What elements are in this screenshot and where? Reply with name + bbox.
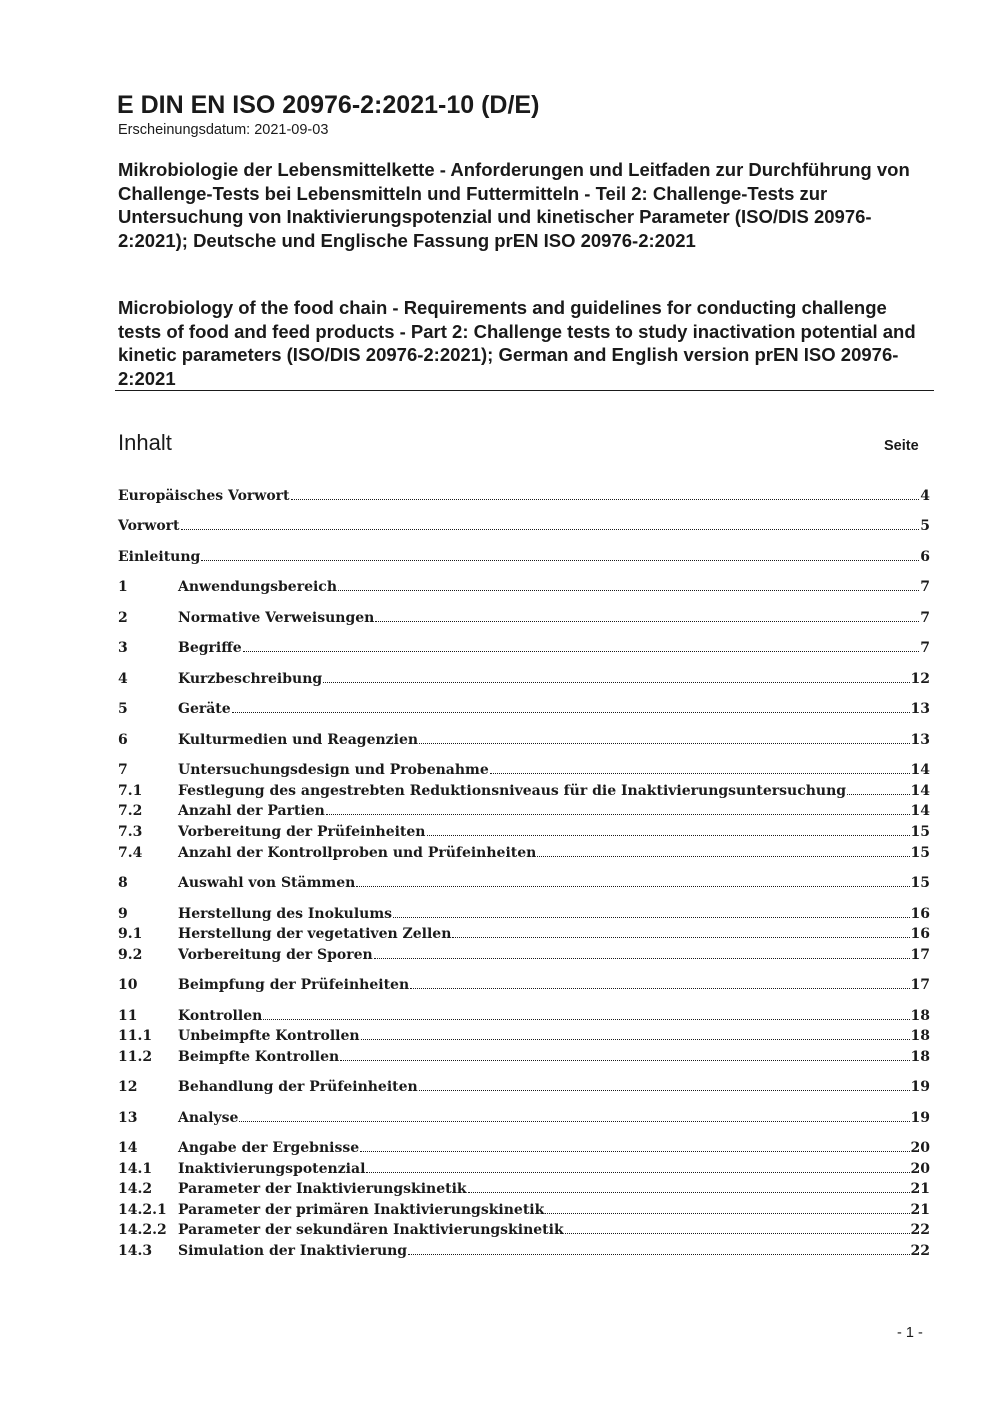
toc-entry-title: Normative Verweisungen <box>178 610 375 626</box>
toc-entry-title: Beimpfung der Prüfeinheiten <box>178 977 410 993</box>
toc-dot-leader <box>338 589 919 591</box>
toc-dot-leader <box>243 650 920 652</box>
toc-entry-title: Parameter der Inaktivierungskinetik <box>178 1181 467 1197</box>
toc-entry[interactable] <box>118 577 930 598</box>
toc-entry-title: Herstellung der vegetativen Zellen <box>178 926 452 942</box>
toc-entry[interactable] <box>118 873 930 894</box>
toc-entry-title: Behandlung der Prüfeinheiten <box>178 1079 418 1095</box>
toc-entry-page: 15 <box>910 824 930 840</box>
toc-entry-page: 18 <box>910 1028 930 1044</box>
toc-entry[interactable] <box>118 1159 930 1180</box>
toc-entry-number: 14.2.1 <box>118 1202 167 1218</box>
toc-entry-page: 13 <box>910 701 930 717</box>
toc-dot-leader <box>545 1212 909 1214</box>
toc-dot-leader <box>340 1059 909 1061</box>
toc-dot-leader <box>410 987 909 989</box>
toc-entry[interactable] <box>118 904 930 925</box>
toc-entry-page: 17 <box>910 977 930 993</box>
toc-entry[interactable] <box>118 486 930 507</box>
toc-entry[interactable] <box>118 638 930 659</box>
toc-entry-page: 16 <box>910 906 930 922</box>
toc-entry-number: 9 <box>118 906 128 922</box>
toc-entry-page: 19 <box>910 1110 930 1126</box>
toc-entry-page: 15 <box>910 845 930 861</box>
toc-dot-leader <box>393 916 910 918</box>
toc-dot-leader <box>565 1232 910 1234</box>
toc-entry-title: Europäisches Vorwort <box>118 488 290 504</box>
toc-dot-leader <box>452 936 909 938</box>
toc-entry-title: Auswahl von Stämmen <box>178 875 356 891</box>
toc-dot-leader <box>374 957 910 959</box>
toc-dot-leader <box>323 681 909 683</box>
toc-entry-title: Simulation der Inaktivierung <box>178 1243 408 1259</box>
toc-entry[interactable] <box>118 516 930 537</box>
toc-entry-title: Anwendungsbereich <box>178 579 337 595</box>
toc-entry[interactable] <box>118 822 930 843</box>
toc-entry[interactable] <box>118 1077 930 1098</box>
toc-entry-page: 12 <box>910 671 930 687</box>
toc-entry-page: 14 <box>910 783 930 799</box>
toc-entry[interactable] <box>118 1241 930 1262</box>
toc-entry-number: 13 <box>118 1110 138 1126</box>
toc-dot-leader <box>375 620 919 622</box>
toc-entry-page: 14 <box>910 762 930 778</box>
toc-entry-number: 9.2 <box>118 947 143 963</box>
toc-entry-page: 22 <box>910 1243 930 1259</box>
toc-entry-number: 7.1 <box>118 783 143 799</box>
toc-entry-title: Kurzbeschreibung <box>178 671 323 687</box>
toc-entry-title: Vorwort <box>118 518 180 534</box>
toc-entry-number: 7.2 <box>118 803 143 819</box>
toc-entry-page: 14 <box>910 803 930 819</box>
toc-entry-title: Untersuchungsdesign und Probenahme <box>178 762 489 778</box>
toc-entry-title: Kulturmedien und Reagenzien <box>178 732 419 748</box>
toc-entry-number: 4 <box>118 671 128 687</box>
toc-entry[interactable] <box>118 975 930 996</box>
toc-entry[interactable] <box>118 1200 930 1221</box>
toc-entry-title: Parameter der primären Inaktivierungskinetik <box>178 1202 545 1218</box>
toc-dot-leader <box>361 1038 910 1040</box>
toc-entry[interactable] <box>118 608 930 629</box>
toc-entry-page: 19 <box>910 1079 930 1095</box>
toc-entry-page: 5 <box>920 518 930 534</box>
toc-entry[interactable] <box>118 1179 930 1200</box>
toc-entry[interactable] <box>118 669 930 690</box>
toc-entry-page: 18 <box>910 1049 930 1065</box>
toc-entry-title: Herstellung des Inokulums <box>178 906 393 922</box>
toc-dot-leader <box>232 711 910 713</box>
page-number: - 1 - <box>897 1325 923 1341</box>
toc-entry-number: 11.1 <box>118 1028 153 1044</box>
toc-dot-leader <box>181 528 920 530</box>
toc-entry-page: 13 <box>910 732 930 748</box>
toc-entry-page: 7 <box>920 610 930 626</box>
toc-dot-leader <box>468 1191 910 1193</box>
toc-page-label: Seite <box>884 438 919 454</box>
toc-entry-page: 17 <box>910 947 930 963</box>
toc-entry-number: 9.1 <box>118 926 143 942</box>
toc-entry[interactable] <box>118 781 930 802</box>
toc-dot-leader <box>537 855 909 857</box>
toc-entry-number: 12 <box>118 1079 138 1095</box>
toc-entry-title: Begriffe <box>178 640 242 656</box>
toc-entry-page: 21 <box>910 1202 930 1218</box>
toc-entry-number: 14.3 <box>118 1243 153 1259</box>
toc-entry-page: 16 <box>910 926 930 942</box>
toc-entry[interactable] <box>118 1108 930 1129</box>
toc-entry-title: Parameter der sekundären Inaktivierungskinetik <box>178 1222 564 1238</box>
toc-dot-leader <box>419 1089 910 1091</box>
toc-dot-leader <box>291 498 920 500</box>
toc-entry-number: 5 <box>118 701 128 717</box>
toc-entry-title: Anzahl der Partien <box>178 803 325 819</box>
toc-dot-leader <box>356 885 909 887</box>
toc-entry[interactable] <box>118 945 930 966</box>
toc-entry-number: 1 <box>118 579 128 595</box>
toc-entry[interactable] <box>118 801 930 822</box>
toc-entry-number: 6 <box>118 732 128 748</box>
title-german: Mikrobiologie der Lebensmittelkette - Anforderungen und Leitfaden zur Durchführung von Challenge-Tests bei Lebensmitteln und Futtermitteln - Teil 2: Challenge-Tests zur Untersuchung von Inaktivierungspotenzial und kinetischer Parameter (ISO/DIS 20976-2:2021); Deutsche und Englische Fassung prEN ISO 20976-2:2021 <box>118 159 910 251</box>
toc-entry-title: Kontrollen <box>178 1008 263 1024</box>
toc-entry-title: Angabe der Ergebnisse <box>178 1140 360 1156</box>
toc-dot-leader <box>263 1018 909 1020</box>
toc-entry[interactable] <box>118 843 930 864</box>
toc-entry-page: 4 <box>920 488 930 504</box>
toc-dot-leader <box>366 1171 909 1173</box>
toc-entry[interactable] <box>118 1026 930 1047</box>
toc-heading: Inhalt <box>118 430 172 455</box>
toc-entry-title: Vorbereitung der Prüfeinheiten <box>178 824 426 840</box>
toc-entry-number: 14.1 <box>118 1161 153 1177</box>
toc-dot-leader <box>239 1120 909 1122</box>
toc-entry-number: 7.3 <box>118 824 143 840</box>
document-id: E DIN EN ISO 20976-2:2021-10 (D/E) <box>117 91 540 119</box>
toc-entry-page: 20 <box>910 1140 930 1156</box>
toc-entry[interactable] <box>118 1220 930 1241</box>
toc-dot-leader <box>847 793 909 795</box>
toc-dot-leader <box>490 772 910 774</box>
toc-entry[interactable] <box>118 730 930 751</box>
toc-entry-title: Anzahl der Kontrollproben und Prüfeinheiten <box>178 845 537 861</box>
toc-entry[interactable] <box>118 547 930 568</box>
toc-dot-leader <box>201 559 919 561</box>
toc-entry-title: Inaktivierungspotenzial <box>178 1161 366 1177</box>
toc-entry-page: 6 <box>920 549 930 565</box>
toc-entry[interactable] <box>118 699 930 720</box>
toc-entry-page: 22 <box>910 1222 930 1238</box>
title-english: Microbiology of the food chain - Requirements and guidelines for conducting challenge tests of food and feed products - Part 2: Challenge tests to study inactivation potential and kinetic parameters (ISO/DIS 20976-2:2021); German and English version prEN ISO 20976-2:2021 <box>118 297 916 389</box>
toc-dot-leader <box>408 1253 909 1255</box>
toc-entry-title: Einleitung <box>118 549 201 565</box>
toc-entry-page: 7 <box>920 579 930 595</box>
toc-entry-number: 3 <box>118 640 128 656</box>
toc-entry-title: Vorbereitung der Sporen <box>178 947 373 963</box>
toc-entry[interactable] <box>118 1006 930 1027</box>
toc-entry-number: 14.2.2 <box>118 1222 167 1238</box>
toc-dot-leader <box>360 1150 909 1152</box>
toc-dot-leader <box>419 742 909 744</box>
toc-entry-title: Unbeimpfte Kontrollen <box>178 1028 360 1044</box>
toc-entry-number: 11.2 <box>118 1049 153 1065</box>
toc-dot-leader <box>427 834 910 836</box>
toc-entry-number: 14.2 <box>118 1181 153 1197</box>
toc-entry[interactable] <box>118 1138 930 1159</box>
toc-entry-number: 2 <box>118 610 128 626</box>
toc-entry-title: Analyse <box>178 1110 239 1126</box>
toc-entry[interactable] <box>118 760 930 781</box>
toc-entry-page: 21 <box>910 1181 930 1197</box>
toc-entry-number: 7 <box>118 762 128 778</box>
toc-entry-page: 20 <box>910 1161 930 1177</box>
toc-entry[interactable] <box>118 924 930 945</box>
toc-dot-leader <box>326 813 910 815</box>
toc-entry-page: 7 <box>920 640 930 656</box>
toc-entry[interactable] <box>118 1047 930 1068</box>
toc-entry-title: Festlegung des angestrebten Reduktionsniveaus für die Inaktivierungsuntersuchung <box>178 783 847 799</box>
toc-entry-title: Geräte <box>178 701 231 717</box>
toc-entry-page: 18 <box>910 1008 930 1024</box>
title-divider <box>115 390 934 391</box>
toc-entry-number: 11 <box>118 1008 138 1024</box>
toc-entry-title: Beimpfte Kontrollen <box>178 1049 340 1065</box>
toc-entry-number: 7.4 <box>118 845 143 861</box>
toc-entry-number: 14 <box>118 1140 138 1156</box>
toc-entry-number: 10 <box>118 977 138 993</box>
toc-entry-number: 8 <box>118 875 128 891</box>
publication-date: Erscheinungsdatum: 2021-09-03 <box>118 122 329 138</box>
toc-entry-page: 15 <box>910 875 930 891</box>
